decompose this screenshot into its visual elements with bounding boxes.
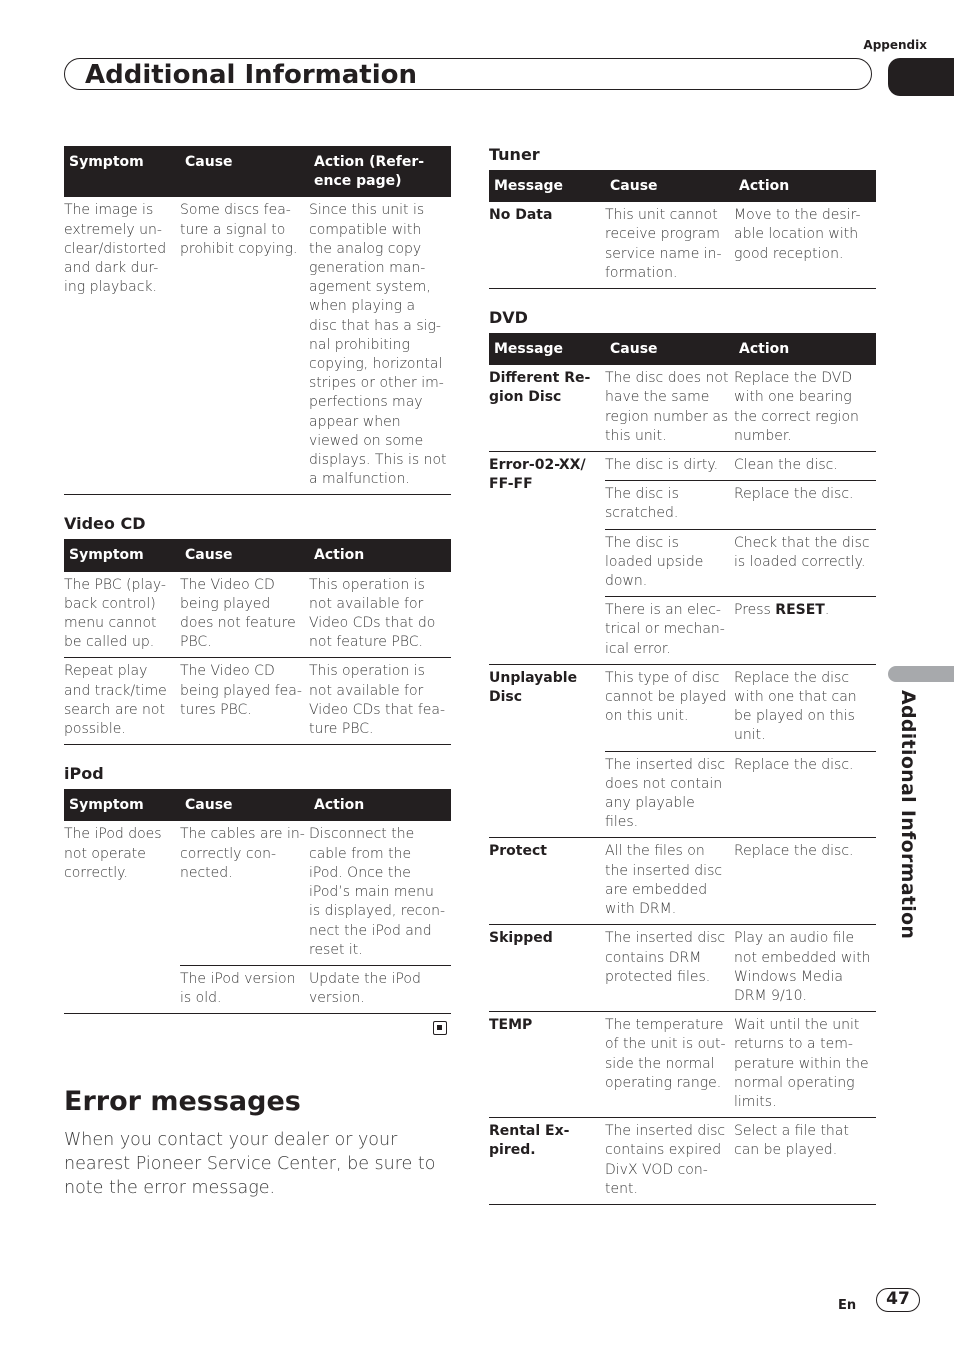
page-number: 47	[876, 1288, 920, 1312]
table-cell: Skipped	[489, 925, 605, 1012]
col-header: Cause	[180, 789, 309, 821]
table-row	[64, 572, 451, 658]
col-header: Symptom	[64, 789, 180, 821]
table-cell: This unit cannot receive program service name in-formation.	[605, 202, 734, 288]
table-row	[489, 1118, 876, 1205]
table-cell: Update the iPod version.	[309, 965, 451, 1013]
table-cell: This type of disc cannot be played on this unit.	[605, 664, 734, 751]
section-heading: Video CD	[64, 514, 146, 534]
table-cell: Check that the disc is loaded correctly.	[734, 529, 876, 597]
video-cd-table	[64, 539, 451, 745]
table-cell: This operation is not available for Video CDs that do not feature PBC.	[309, 572, 451, 658]
table-cell: The image is extremely un-clear/distorted and dark dur-ing playback.	[64, 197, 180, 495]
side-tab-label: Additional Information	[897, 690, 919, 940]
tuner-table	[489, 170, 876, 289]
table-cell: Different Re-gion Disc	[489, 365, 605, 451]
table-row	[64, 821, 451, 965]
table-row	[489, 365, 876, 451]
table-cell: The Video CD being played does not feature PBC.	[180, 572, 309, 658]
section-side-marker	[888, 666, 954, 682]
table-row	[489, 452, 876, 481]
table-cell: Play an audio file not embedded with Windows Media DRM 9/10.	[734, 925, 876, 1012]
table-cell: The disc is scratched.	[605, 481, 734, 529]
chapter-tab	[888, 58, 954, 96]
table-cell: The cables are in-correctly con-nected.	[180, 821, 309, 965]
col-header: Cause	[180, 539, 309, 571]
ipod-table	[64, 789, 451, 1014]
reset-key-label: RESET	[775, 602, 825, 619]
table-row	[64, 197, 451, 495]
table-cell: Replace the DVD with one bearing the correct region number.	[734, 365, 876, 451]
table-row	[489, 1012, 876, 1118]
table-cell: TEMP	[489, 1012, 605, 1118]
table-cell: Some discs fea-ture a signal to prohibit copying.	[180, 197, 309, 495]
table-cell: Protect	[489, 838, 605, 925]
appendix-label: Appendix	[863, 38, 927, 52]
table-cell: The iPod does not operate correctly.	[64, 821, 180, 1013]
col-header: Action	[734, 170, 876, 202]
table-cell: The inserted disc contains expired DivX VOD con-tent.	[605, 1118, 734, 1205]
error-messages-title: Error messages	[64, 1086, 301, 1117]
col-header: Message	[489, 170, 605, 202]
table-cell: The iPod version is old.	[180, 965, 309, 1013]
error-messages-description: When you contact your dealer or your nearest Pioneer Service Center, be sure to note the error message.	[64, 1130, 436, 1198]
table-cell: The inserted disc does not contain any playable files.	[605, 751, 734, 838]
symptom-table	[64, 146, 451, 495]
table-cell: Rental Ex-pired.	[489, 1118, 605, 1205]
table-cell: The PBC (play-back control) menu cannot be called up.	[64, 572, 180, 658]
table-cell: The disc does not have the same region number as this unit.	[605, 365, 734, 451]
table-row	[489, 202, 876, 288]
col-header: Symptom	[64, 146, 180, 197]
col-header: Action (Refer-ence page)	[309, 146, 451, 197]
section-title: Additional Information	[85, 60, 418, 90]
table-cell: Repeat play and track/time search are not possible.	[64, 658, 180, 745]
col-header: Cause	[605, 333, 734, 365]
section-title-box	[64, 58, 872, 90]
col-header: Action	[309, 789, 451, 821]
table-cell	[734, 597, 876, 665]
col-header: Action	[309, 539, 451, 571]
table-cell: Replace the disc.	[734, 751, 876, 838]
table-cell: No Data	[489, 202, 605, 288]
table-cell: Wait until the unit returns to a tem-perature within the normal operating limits.	[734, 1012, 876, 1118]
table-cell: The temperature of the unit is out-side the normal operating range.	[605, 1012, 734, 1118]
col-header: Message	[489, 333, 605, 365]
action-text: Press	[734, 602, 776, 619]
table-cell: Replace the disc with one that can be played on this unit.	[734, 664, 876, 751]
table-cell: The inserted disc contains DRM protected files.	[605, 925, 734, 1012]
col-header: Cause	[605, 170, 734, 202]
table-row	[64, 658, 451, 745]
table-cell: Select a file that can be played.	[734, 1118, 876, 1205]
table-row	[489, 664, 876, 751]
table-cell: This operation is not available for Video CDs that fea-ture PBC.	[309, 658, 451, 745]
left-column	[64, 146, 451, 1014]
section-heading: DVD	[489, 308, 528, 328]
table-row	[489, 838, 876, 925]
section-heading: iPod	[64, 764, 104, 784]
table-row	[489, 925, 876, 1012]
table-cell: Replace the disc.	[734, 481, 876, 529]
col-header: Symptom	[64, 539, 180, 571]
dvd-table	[489, 333, 876, 1205]
action-text: .	[824, 602, 830, 619]
language-label: En	[838, 1298, 857, 1313]
table-cell: All the files on the inserted disc are embedded with DRM.	[605, 838, 734, 925]
table-cell: Since this unit is compatible with the analog copy generation man-agement system, when playing a disc that has a sig-nal prohibiting copying, horizontal stripes or other im-perfections may appear when viewed on some displays. This is not a malfunction.	[309, 197, 451, 495]
end-of-section-icon	[433, 1021, 447, 1035]
table-cell: The disc is loaded upside down.	[605, 529, 734, 597]
table-cell: Move to the desir-able location with good reception.	[734, 202, 876, 288]
table-cell: Unplayable Disc	[489, 664, 605, 838]
table-cell: Clean the disc.	[734, 452, 876, 481]
table-cell: The Video CD being played fea-tures PBC.	[180, 658, 309, 745]
right-column	[489, 144, 876, 1205]
table-cell: There is an elec-trical or mechan-ical error.	[605, 597, 734, 665]
table-cell: Disconnect the cable from the iPod. Once the iPod’s main menu is displayed, recon-nect the iPod and reset it.	[309, 821, 451, 965]
col-header: Cause	[180, 146, 309, 197]
table-cell: Replace the disc.	[734, 838, 876, 925]
table-cell: Error-02-XX/ FF-FF	[489, 452, 605, 665]
col-header: Action	[734, 333, 876, 365]
table-cell: The disc is dirty.	[605, 452, 734, 481]
section-heading: Tuner	[489, 145, 540, 164]
